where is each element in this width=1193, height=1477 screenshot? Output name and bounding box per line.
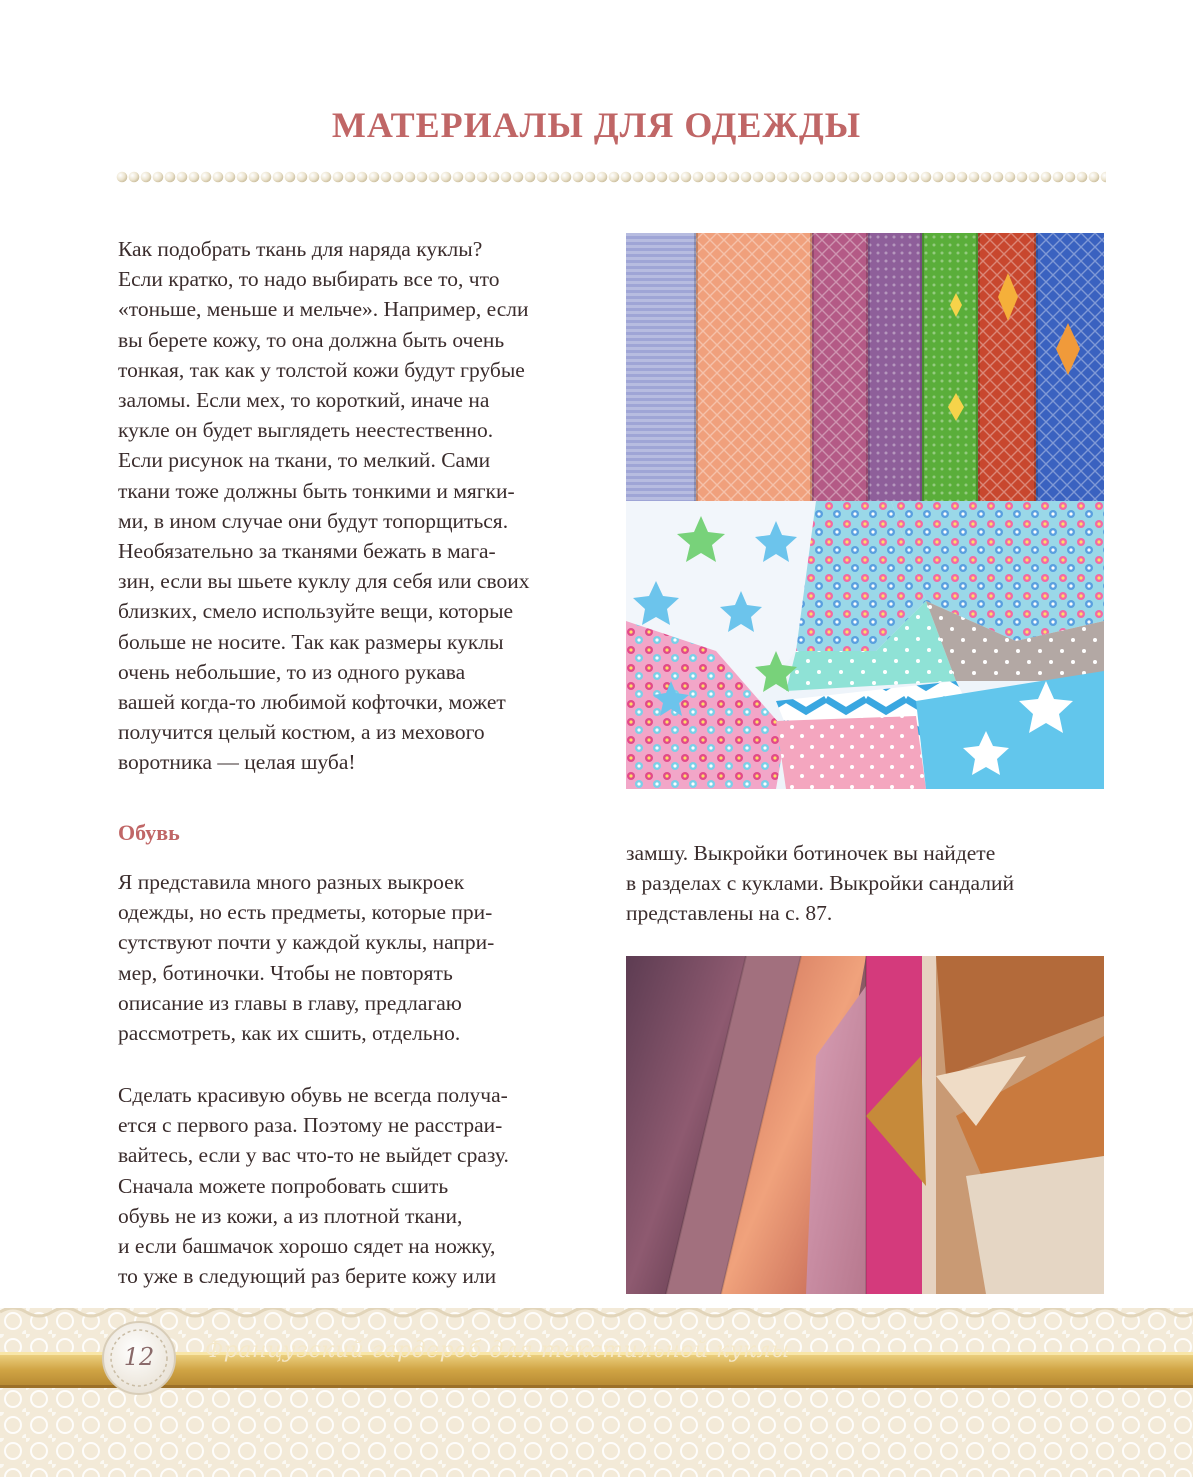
woven-fabrics-photo <box>626 233 1104 501</box>
intro-paragraph: Как подобрать ткань для наряда куклы? Если кратко, то надо выбирать все то, что «тоньше, меньше и мельче». Например, если вы берете кожу, то она должна быть очень тонкая, так как у толстой кожи будут грубые заломы. Если мех, то короткий, иначе на кукле он будет выглядеть неестественно. Если рисунок на ткани, то мелкий. Сами ткани тоже должны быть тонкими и мягки- ми, в ином случае они будут топорщиться. Необязательно за тканями бежать в мага- зин, если вы шьете куклу для себя или своих близких, смело используйте вещи, которые больше не носите. Так как размеры куклы очень небольшие, то из одного рукава вашей когда-то любимой кофточки, может получится целый костюм, а из мехового воротника — целая шуба! <box>118 237 530 775</box>
book-title: Французский гардероб для текстильной куклы <box>205 1338 790 1363</box>
page-number: 12 <box>123 1343 155 1371</box>
shoes-paragraph-2: Сделать красивую обувь не всегда получа- ется с первого раза. Поэтому не расстраи- вайтесь, если у вас что-то не выйдет сразу. Сначала можете попробовать сшить обувь не из кожи, а из плотной ткани, и если башмачок хорошо сядет на ножку, то уже в следующий раз берите кожу или <box>118 1083 509 1289</box>
page-title: МАТЕРИАЛЫ ДЛЯ ОДЕЖДЫ <box>331 105 862 145</box>
leather-suede-photo <box>626 956 1104 1294</box>
shoes-paragraph-continued: замшу. Выкройки ботиночек вы найдете в разделах с куклами. Выкройки сандалий представлены на с. 87. <box>626 841 1015 926</box>
section-heading-shoes: Обувь <box>118 820 180 845</box>
pearl-divider <box>116 170 1106 184</box>
shoes-paragraph-1: Я представила много разных выкроек одежды, но есть предметы, которые при- сутствуют почти у каждой куклы, напри- мер, ботиночки. Чтобы не повторять описание из главы в главу, предлагаю рассмотреть, как их сшить, отдельно. <box>118 870 495 1046</box>
lace-ribbon-footer <box>0 1308 1193 1477</box>
printed-cotton-photo <box>626 501 1104 789</box>
